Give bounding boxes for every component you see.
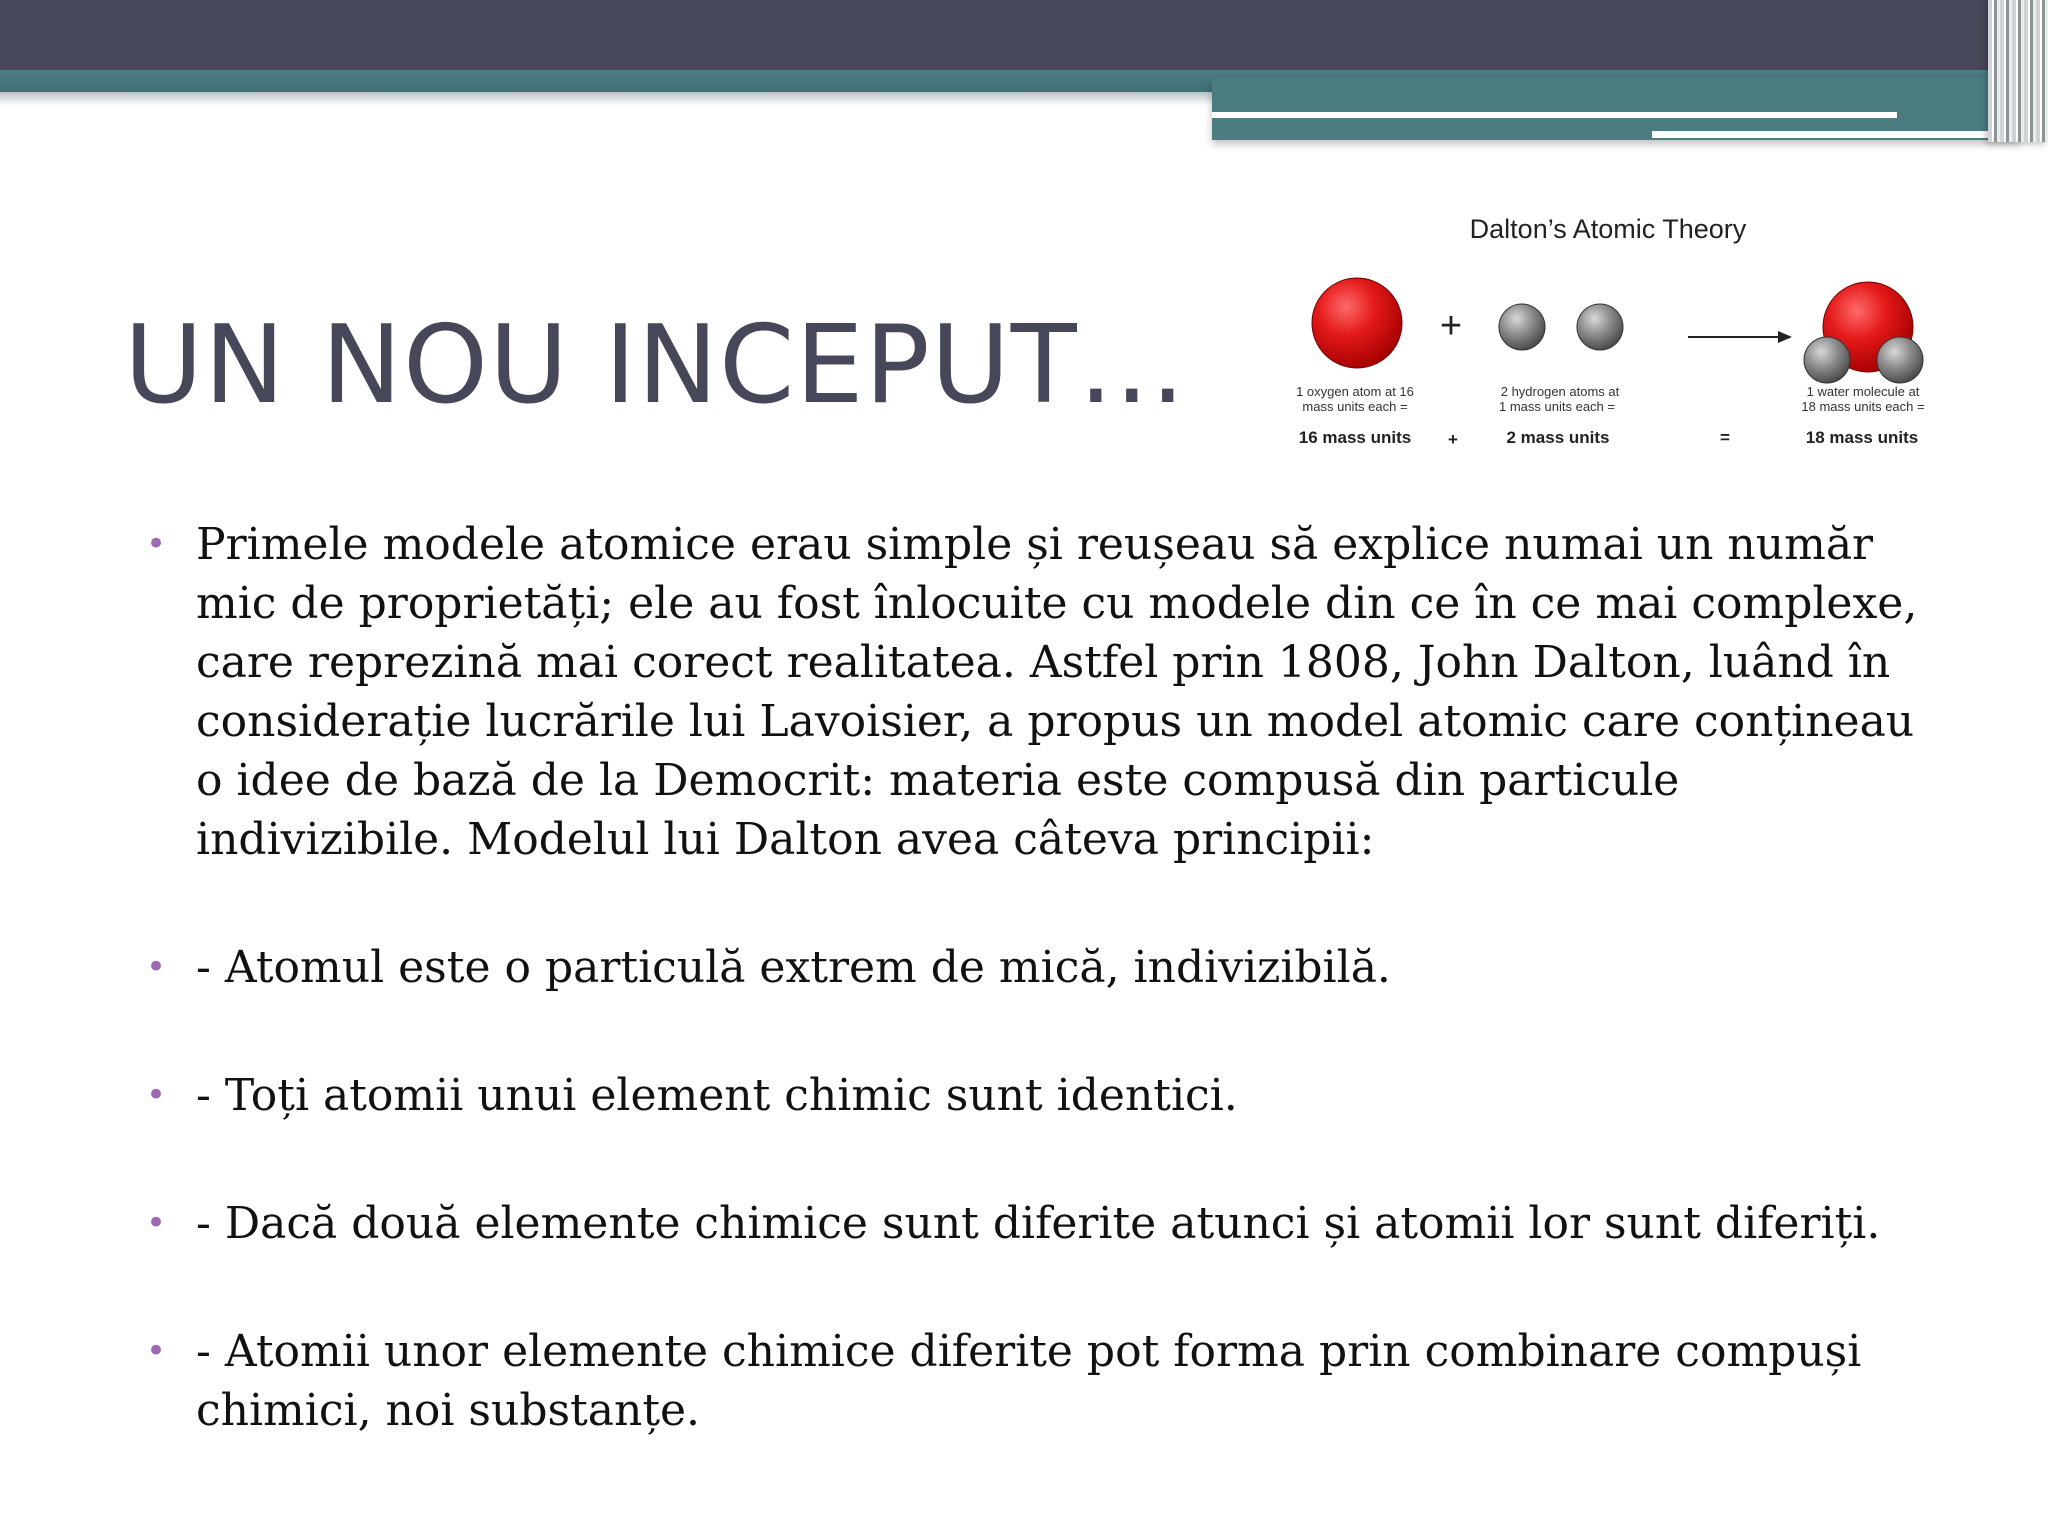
bullet-icon: • — [146, 524, 167, 564]
header-shadow — [0, 92, 1215, 106]
dalton-diagram-svg — [1275, 205, 1950, 460]
bullet-icon: • — [146, 947, 167, 987]
hydrogen-caption-line2: 1 mass units each = — [1499, 399, 1615, 414]
oxygen-caption-line1: 1 oxygen atom at 16 — [1296, 384, 1414, 399]
header-white-line — [1212, 112, 1897, 118]
header-white-line-short — [1652, 131, 2020, 138]
bullet-icon: • — [146, 1075, 167, 1115]
bullet-list — [146, 515, 1936, 1440]
water-molecule-icon — [1804, 282, 1923, 383]
hydrogen-caption-line1: 2 hydrogen atoms at — [1500, 384, 1620, 399]
bullet-text: Primele modele atomice erau simple și reușeau să explice numai un număr mic de proprietăți; ele au fost înlocuite cu modele din ce în ce mai complexe, care reprezină mai corect realitatea. Astfel prin 1808, John Dalton, luând în considerație lucrările lui Lavoisier, a propus un model atomic care conțineau o idee de bază de la Democrit: materia este compusă din particule indivizibile. Modelul lui Dalton avea câteva principii: — [196, 519, 1918, 865]
bullet-text: - Atomii unor elemente chimice diferite pot forma prin combinare compuși chimici, noi substanțe. — [196, 1326, 1862, 1436]
list-item — [146, 1066, 1936, 1125]
water-caption-line1: 1 water molecule at — [1806, 384, 1920, 399]
bullet-text: - Dacă două elemente chimice sunt diferite atunci și atomii lor sunt diferiți. — [196, 1198, 1881, 1249]
list-item — [146, 1322, 1936, 1440]
diagram-title: Dalton’s Atomic Theory — [1469, 214, 1747, 244]
header-bar — [0, 0, 2048, 70]
list-item — [146, 515, 1936, 869]
oxygen-mass-label: 16 mass units — [1298, 428, 1412, 447]
header-stripes — [1988, 0, 2048, 142]
oxygen-atom-icon — [1312, 278, 1402, 368]
hydrogen-mass-label: 2 mass units — [1506, 428, 1610, 447]
bullet-icon: • — [146, 1203, 167, 1243]
water-mass-label: 18 mass units — [1805, 428, 1919, 447]
bullet-text: - Toți atomii unui element chimic sunt identici. — [196, 1070, 1238, 1121]
mass-equals-sign: = — [1720, 428, 1730, 447]
arrow-right-icon — [1688, 331, 1792, 343]
mass-plus-sign: + — [1448, 430, 1458, 449]
bullet-text: - Atomul este o particulă extrem de mică, indivizibilă. — [196, 942, 1391, 993]
water-caption-line2: 18 mass units each = — [1801, 399, 1925, 414]
oxygen-caption-line2: mass units each = — [1302, 399, 1408, 414]
hydrogen-atom-icon — [1577, 304, 1623, 350]
bullet-icon: • — [146, 1331, 167, 1371]
slide-title: UN NOU INCEPUT… — [124, 303, 1187, 428]
hydrogen-atom-icon — [1499, 304, 1545, 350]
plus-sign: + — [1439, 305, 1463, 347]
list-item — [146, 938, 1936, 997]
dalton-diagram — [1275, 205, 1950, 460]
list-item — [146, 1194, 1936, 1253]
